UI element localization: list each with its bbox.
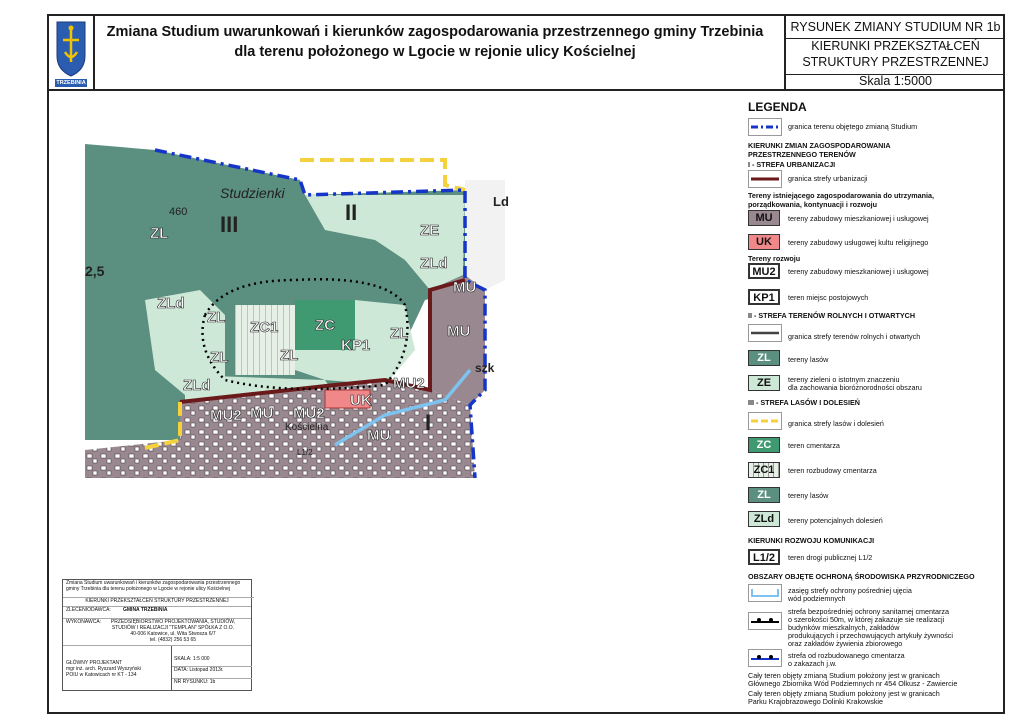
coat-of-arms (49, 16, 95, 89)
legend-note-2b: Parku Krajobrazowego Dolinki Krakowskie (748, 697, 884, 706)
info-row-client (63, 607, 251, 619)
label-studzienki: Studzienki (220, 185, 285, 201)
label-zl-3: ZL (210, 349, 229, 366)
label-mu-1: MU (453, 279, 477, 296)
label-2-5: 2,5 (85, 263, 105, 279)
label-zc: ZC (315, 317, 335, 334)
legend-sanit-3: budynków mieszkalnych, zakładów (788, 623, 900, 632)
label-mu2-b: MU2 (293, 405, 325, 422)
coat-of-arms-icon (49, 16, 93, 89)
mu-swatch: MU (748, 210, 780, 226)
zc-swatch: ZC (748, 437, 780, 453)
label-uk: UK (350, 392, 372, 409)
legend-note-1b: Głównego Zbiornika Wód Podziemnych nr 454 Olkusz - Zawiercie (748, 679, 958, 688)
legend-section-2: PRZESTRZENNEGO TERENÓW (748, 150, 856, 159)
label-zl-5: ZL (390, 325, 409, 342)
rozb-swatch (748, 649, 782, 667)
zasieg-swatch (748, 584, 782, 602)
legend-rozb-1: strefa od rozbudowanego cmentarza (788, 651, 905, 660)
legend (748, 100, 998, 710)
zld-swatch: ZLd (748, 511, 780, 527)
info-contractor-2: STUDIÓW I REALIZACJI "TEMPLAN" SPÓŁKA Z O.O. (111, 625, 235, 631)
legend-sanit-1: strefa bezpośredniej ochrony sanitarnej cmentarza (788, 607, 950, 616)
rol-line-swatch (748, 324, 782, 342)
legend-strefa-2: II - STREFA TERENÓW ROLNYCH I OTWARTYCH (748, 311, 916, 320)
info-contractor-3: 40-006 Katowice, ul. Wita Stwosza 6/7 (130, 631, 216, 637)
legend-sanit-5: oraz zakładów żywienia zbiorowego (788, 639, 903, 648)
map-title (95, 22, 775, 62)
label-zl-2: ZL (207, 309, 226, 326)
label-zone-ii: II (345, 200, 358, 225)
legend-zasieg-2: wód podziemnych (788, 594, 846, 603)
zl2-swatch: ZL (748, 487, 780, 503)
label-zl-1: ZL (150, 225, 169, 242)
legend-boundary: granica terenu objętego zmianą Studium (788, 122, 918, 131)
title-line-2: dla terenu położonego w Lgocie w rejonie ulicy Kościelnej (234, 44, 636, 60)
boundary-swatch (748, 118, 782, 136)
label-zl-4: ZL (280, 347, 299, 364)
title-line-1: Zmiana Studium uwarunkowań i kierunków zagospodarowania przestrzennego gminy Trzebinia (106, 24, 764, 40)
info-designer (66, 660, 141, 678)
kp1-swatch: KP1 (748, 289, 780, 305)
legend-strefa-3: III - STREFA LASÓW I DOLESIEŃ (748, 398, 860, 407)
legend-rozwoj: Tereny rozwoju (748, 254, 801, 263)
info-meta (171, 646, 252, 690)
mu2-swatch: MU2 (748, 263, 780, 279)
zc1-zone (235, 305, 295, 375)
label-zc1: ZC1 (250, 319, 279, 336)
label-ld: Ld (493, 194, 509, 209)
legend-granica-urb: granica strefy urbanizacji (788, 174, 868, 183)
legend-title: LEGENDA (748, 100, 807, 114)
drawing-number: RYSUNEK ZMIANY STUDIUM NR 1b (786, 18, 1005, 39)
urb-line-swatch (748, 170, 782, 188)
label-zld-3: ZLd (183, 377, 211, 394)
zl-swatch: ZL (748, 350, 780, 366)
info-contractor-4: tel. (4832) 256 53 65 (149, 637, 197, 643)
zc1-swatch: ZC1 (748, 462, 780, 478)
legend-mu2: tereny zabudowy mieszkaniowej i usługowej (788, 267, 929, 276)
legend-ochrona: OBSZARY OBJĘTE OCHRONĄ ŚRODOWISKA PRZYRODNICZEGO (748, 572, 975, 581)
drawing-info-box (784, 14, 1005, 91)
label-mu-4: MU (367, 427, 391, 444)
label-mu-3: MU (250, 405, 274, 422)
emblem-label: TRZEBINIA (56, 80, 86, 86)
uk-swatch: UK (748, 234, 780, 250)
legend-section-1: KIERUNKI ZMIAN ZAGOSPODAROWANIA (748, 141, 891, 150)
legend-ze-1: tereny zieleni o istotnym znaczeniu (788, 375, 900, 384)
info-drawing-no: NR RYSUNKU: 1b (172, 678, 252, 685)
legend-uk: tereny zabudowy usługowej kultu religijnego (788, 238, 929, 247)
label-szk: szk (475, 361, 495, 375)
info-contractor-1: PRZEDSIĘBIORSTWO PROJEKTOWANIA, STUDIÓW, (110, 619, 236, 625)
legend-rozb-2: o zakazach j.w. (788, 659, 837, 668)
legend-zld: tereny potencjalnych dolesień (788, 516, 883, 525)
info-client-label: ZLECENIODAWCA: (66, 607, 111, 613)
info-client: GMINA TRZEBINIA (123, 607, 168, 613)
label-l12: L1/2 (297, 448, 313, 457)
legend-sanit-4: produkujących i przechowujących artykuły żywności (788, 631, 953, 640)
legend-sanit-2: o szerokości 50m, w której zakazuje sie realizacji (788, 615, 945, 624)
info-line-3: KIERUNKI PRZEKSZTAŁCEŃ STRUKTURY PRZESTRZENNEJ (63, 598, 251, 607)
label-contour-460: 460 (169, 206, 188, 218)
legend-mu: tereny zabudowy mieszkaniowej i usługowej (788, 214, 929, 223)
legend-zasieg-1: zasięg strefy ochrony pośredniej ujęcia (788, 586, 912, 595)
las-line-swatch (748, 412, 782, 430)
info-date: DATA: Listopad 2013r. (172, 666, 252, 673)
info-row-title (63, 580, 254, 598)
legend-strefa-1: I - STREFA URBANIZACJI (748, 160, 836, 169)
label-mu2-c: MU2 (393, 375, 425, 392)
legend-zl: tereny lasów (788, 355, 829, 364)
label-koscielna: Kościelna (285, 422, 329, 433)
label-ze: ZE (420, 222, 440, 239)
legend-kp1: teren miejsc postojowych (788, 293, 869, 302)
sanit-swatch (748, 612, 782, 630)
ze-swatch: ZE (748, 375, 780, 391)
label-mu-2: MU (447, 323, 471, 340)
drawing-title-1: KIERUNKI PRZEKSZTAŁCEŃ (811, 39, 980, 53)
label-zld-1: ZLd (420, 255, 448, 272)
info-line-2: gminy Trzebinia dla terenu położonego w Lgocie w rejonie ulicy Kościelnej (66, 586, 230, 592)
legend-istn-2: porządkowania, kontynuacji i rozwoju (748, 200, 877, 209)
legend-note-2a: Cały teren objęty zmianą Studium położony jest w granicach (748, 689, 940, 698)
label-kp1: KP1 (341, 337, 371, 354)
label-zone-iii: III (220, 212, 239, 237)
legend-l12: teren drogi publicznej L1/2 (788, 553, 873, 562)
info-line-1: Zmiana Studium uwarunkowań i kierunków zagospodarowania przestrzennego (66, 580, 241, 586)
legend-zc1: teren rozbudowy cmentarza (788, 466, 877, 475)
label-zone-i: I (425, 410, 432, 435)
legend-note-1a: Cały teren objęty zmianą Studium położony jest w granicach (748, 671, 940, 680)
l12-swatch: L1/2 (748, 549, 780, 565)
info-contractor-label: WYKONAWCA: (66, 619, 102, 625)
study-map[interactable] (85, 140, 509, 478)
drawing-scale: Skala 1:5000 (859, 74, 932, 88)
legend-zc: teren cmentarza (788, 441, 840, 450)
label-zld-2: ZLd (157, 295, 185, 312)
info-designer-2: mgr inż. arch. Ryszard Wyszyński (66, 666, 141, 672)
legend-granica-las: granica strefy lasów i dolesień (788, 419, 884, 428)
legend-istn-1: Tereny istniejącego zagospodarowania do utrzymania, (748, 191, 934, 200)
info-row-contractor (63, 619, 251, 646)
project-info-block (62, 579, 252, 691)
drawing-title-2: STRUKTURY PRZESTRZENNEJ (786, 54, 1005, 75)
legend-komunikacja: KIERUNKI ROZWOJU KOMUNIKACJI (748, 536, 875, 545)
info-scale: SKALA: 1:5 000 (174, 656, 210, 662)
legend-ze-2: dla zachowania bioróżnorodności obszaru (788, 383, 922, 392)
info-designer-1: GŁÓWNY PROJEKTANT (66, 660, 123, 666)
legend-zl2: tereny lasów (788, 491, 829, 500)
info-designer-3: POIU w Katowicach nr KT - 134 (66, 672, 137, 678)
legend-granica-rol: granica strefy terenów rolnych i otwartych (788, 332, 921, 341)
label-mu2-a: MU2 (210, 407, 242, 424)
